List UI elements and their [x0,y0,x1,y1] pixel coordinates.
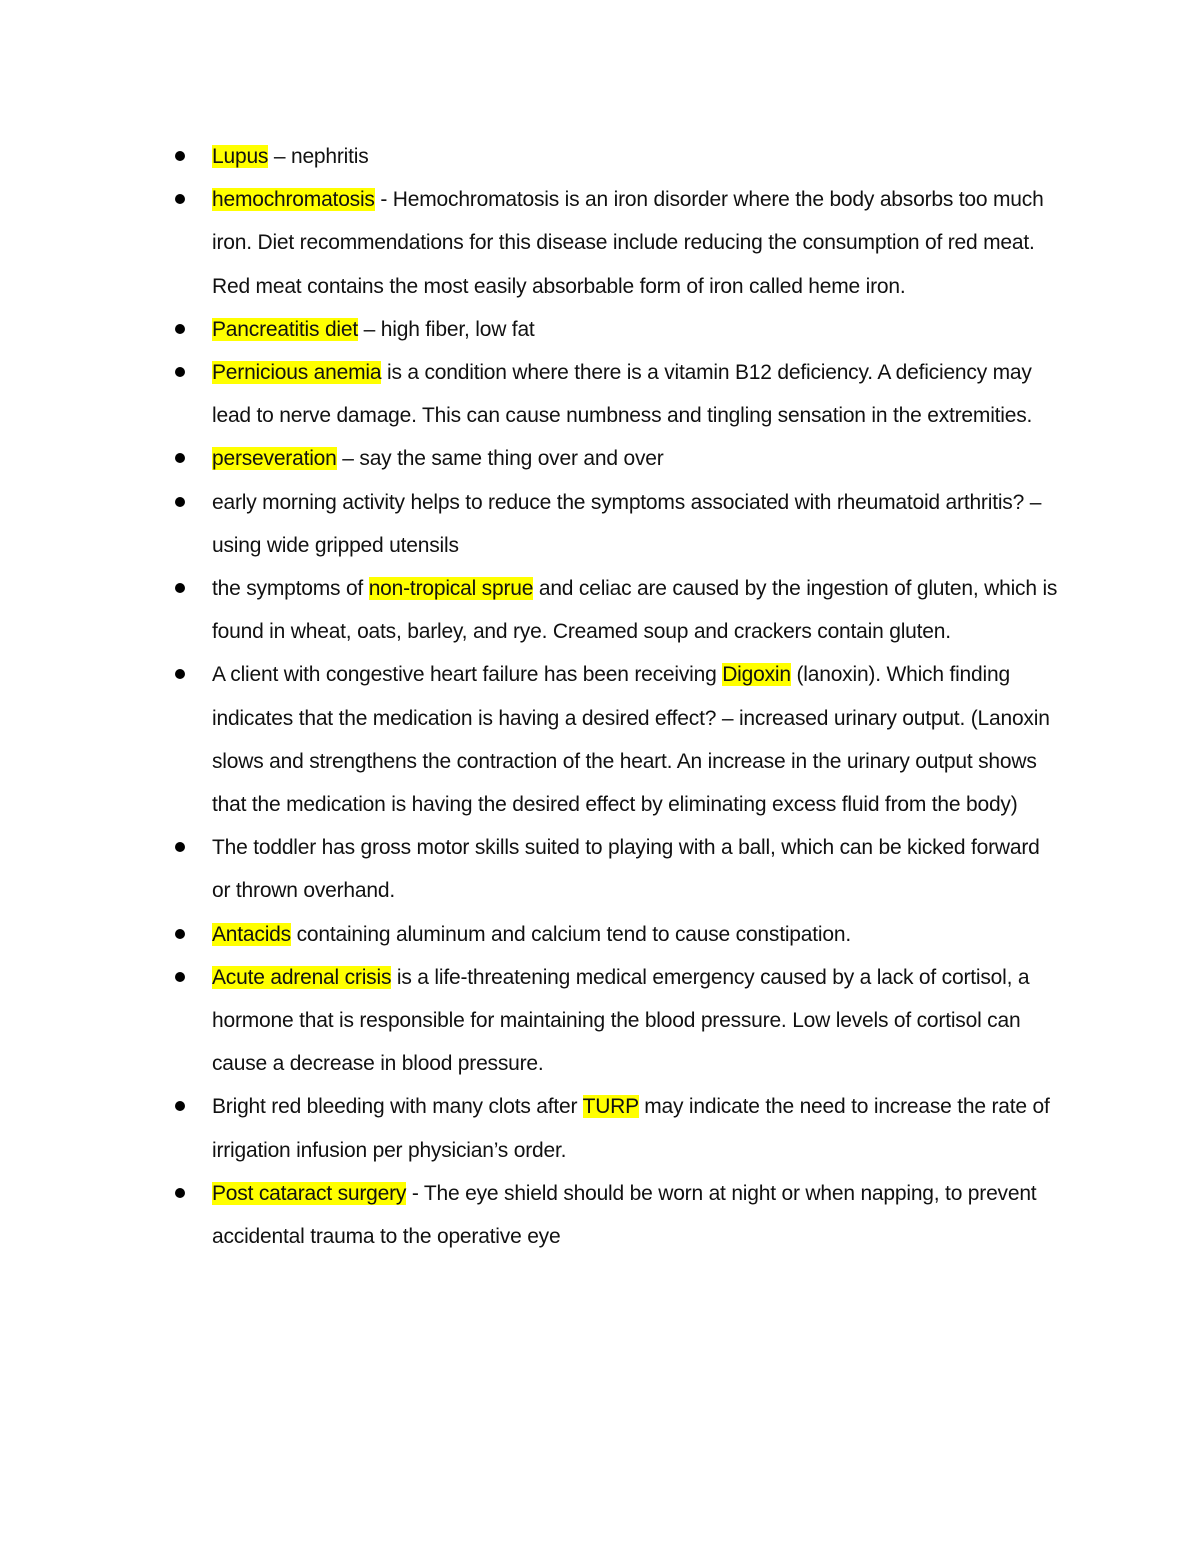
bullet-icon [175,842,185,852]
bullet-list [212,135,1062,1258]
item-text: may indicate the need to increase the rate of irrigation infusion per physician’s order. [212,1095,1050,1162]
item-text: containing aluminum and calcium tend to cause constipation. [290,922,851,946]
item-text: is a condition where there is a vitamin B12 deficiency. A deficiency may lead to nerve damage. This can cause numbness and tingling sensation in the extremities. [212,361,1033,428]
list-item [212,481,1062,567]
item-text: The toddler has gross motor skills suited to playing with a ball, which can be kicked forward or thrown overhand. [212,836,1040,903]
item-text: the symptoms of [212,577,369,601]
item-text: (lanoxin). Which finding indicates that the medication is having a desired effect? – increased urinary output. (Lanoxin slows and strengthens the contraction of the heart. An increase in the urinary output shows that the medication is having the desired effect by eliminating excess fluid from the body) [212,663,1050,817]
list-item [212,956,1062,1086]
highlighted-term: TURP [582,1095,639,1119]
list-item [212,1085,1062,1171]
highlighted-term: Acute adrenal crisis [212,965,392,989]
list-item [212,308,1062,351]
list-item [212,351,1062,437]
list-item [212,826,1062,912]
bullet-icon [175,929,185,939]
bullet-icon [175,1101,185,1111]
bullet-icon [175,972,185,982]
highlighted-term: Pernicious anemia [212,361,382,385]
bullet-icon [175,583,185,593]
item-text: - The eye shield should be worn at night or when napping, to prevent accidental trauma to the operative eye [212,1181,1037,1249]
highlighted-term: non-tropical sprue [368,577,534,601]
list-item [212,567,1062,653]
bullet-icon [175,453,185,463]
bullet-icon [175,367,185,377]
bullet-icon [175,194,185,204]
list-item [212,437,1062,480]
highlighted-term: Lupus [212,145,269,168]
highlighted-term: perseveration [212,447,337,471]
list-item [212,913,1062,956]
item-text: – nephritis [268,145,369,168]
bullet-icon [175,669,185,679]
item-text: – say the same thing over and over [336,447,664,471]
item-text: – high fiber, low fat [358,317,535,341]
highlighted-term: Pancreatitis diet [212,317,359,341]
item-text: and celiac are caused by the ingestion of gluten, which is found in wheat, oats, barley, and rye. Creamed soup and crackers contain gluten. [212,577,1058,644]
list-item [212,178,1062,308]
bullet-icon [175,497,185,507]
highlighted-term: Post cataract surgery [212,1181,407,1205]
highlighted-term: hemochromatosis [212,188,375,212]
list-item [212,653,1062,826]
bullet-icon [175,151,185,161]
bullet-icon [175,324,185,334]
item-text: is a life-threatening medical emergency caused by a lack of cortisol, a hormone that is responsible for maintaining the blood pressure. Low levels of cortisol can cause a decrease in blood pressure. [212,965,1030,1076]
highlighted-term: Digoxin [722,663,791,687]
item-text: early morning activity helps to reduce the symptoms associated with rheumatoid arthritis? – using wide gripped utensils [212,490,1042,557]
list-item [212,135,1062,178]
item-text: - Hemochromatosis is an iron disorder where the body absorbs too much iron. Diet recommendations for this disease include reducing the consumption of red meat. Red meat contains the most easily absorbable form of iron called heme iron. [212,188,1044,298]
list-item [212,1172,1062,1258]
item-text: Bright red bleeding with many clots after [212,1095,583,1119]
bullet-icon [175,1188,185,1198]
item-text: A client with congestive heart failure has been receiving [212,663,723,687]
highlighted-term: Antacids [212,922,291,946]
